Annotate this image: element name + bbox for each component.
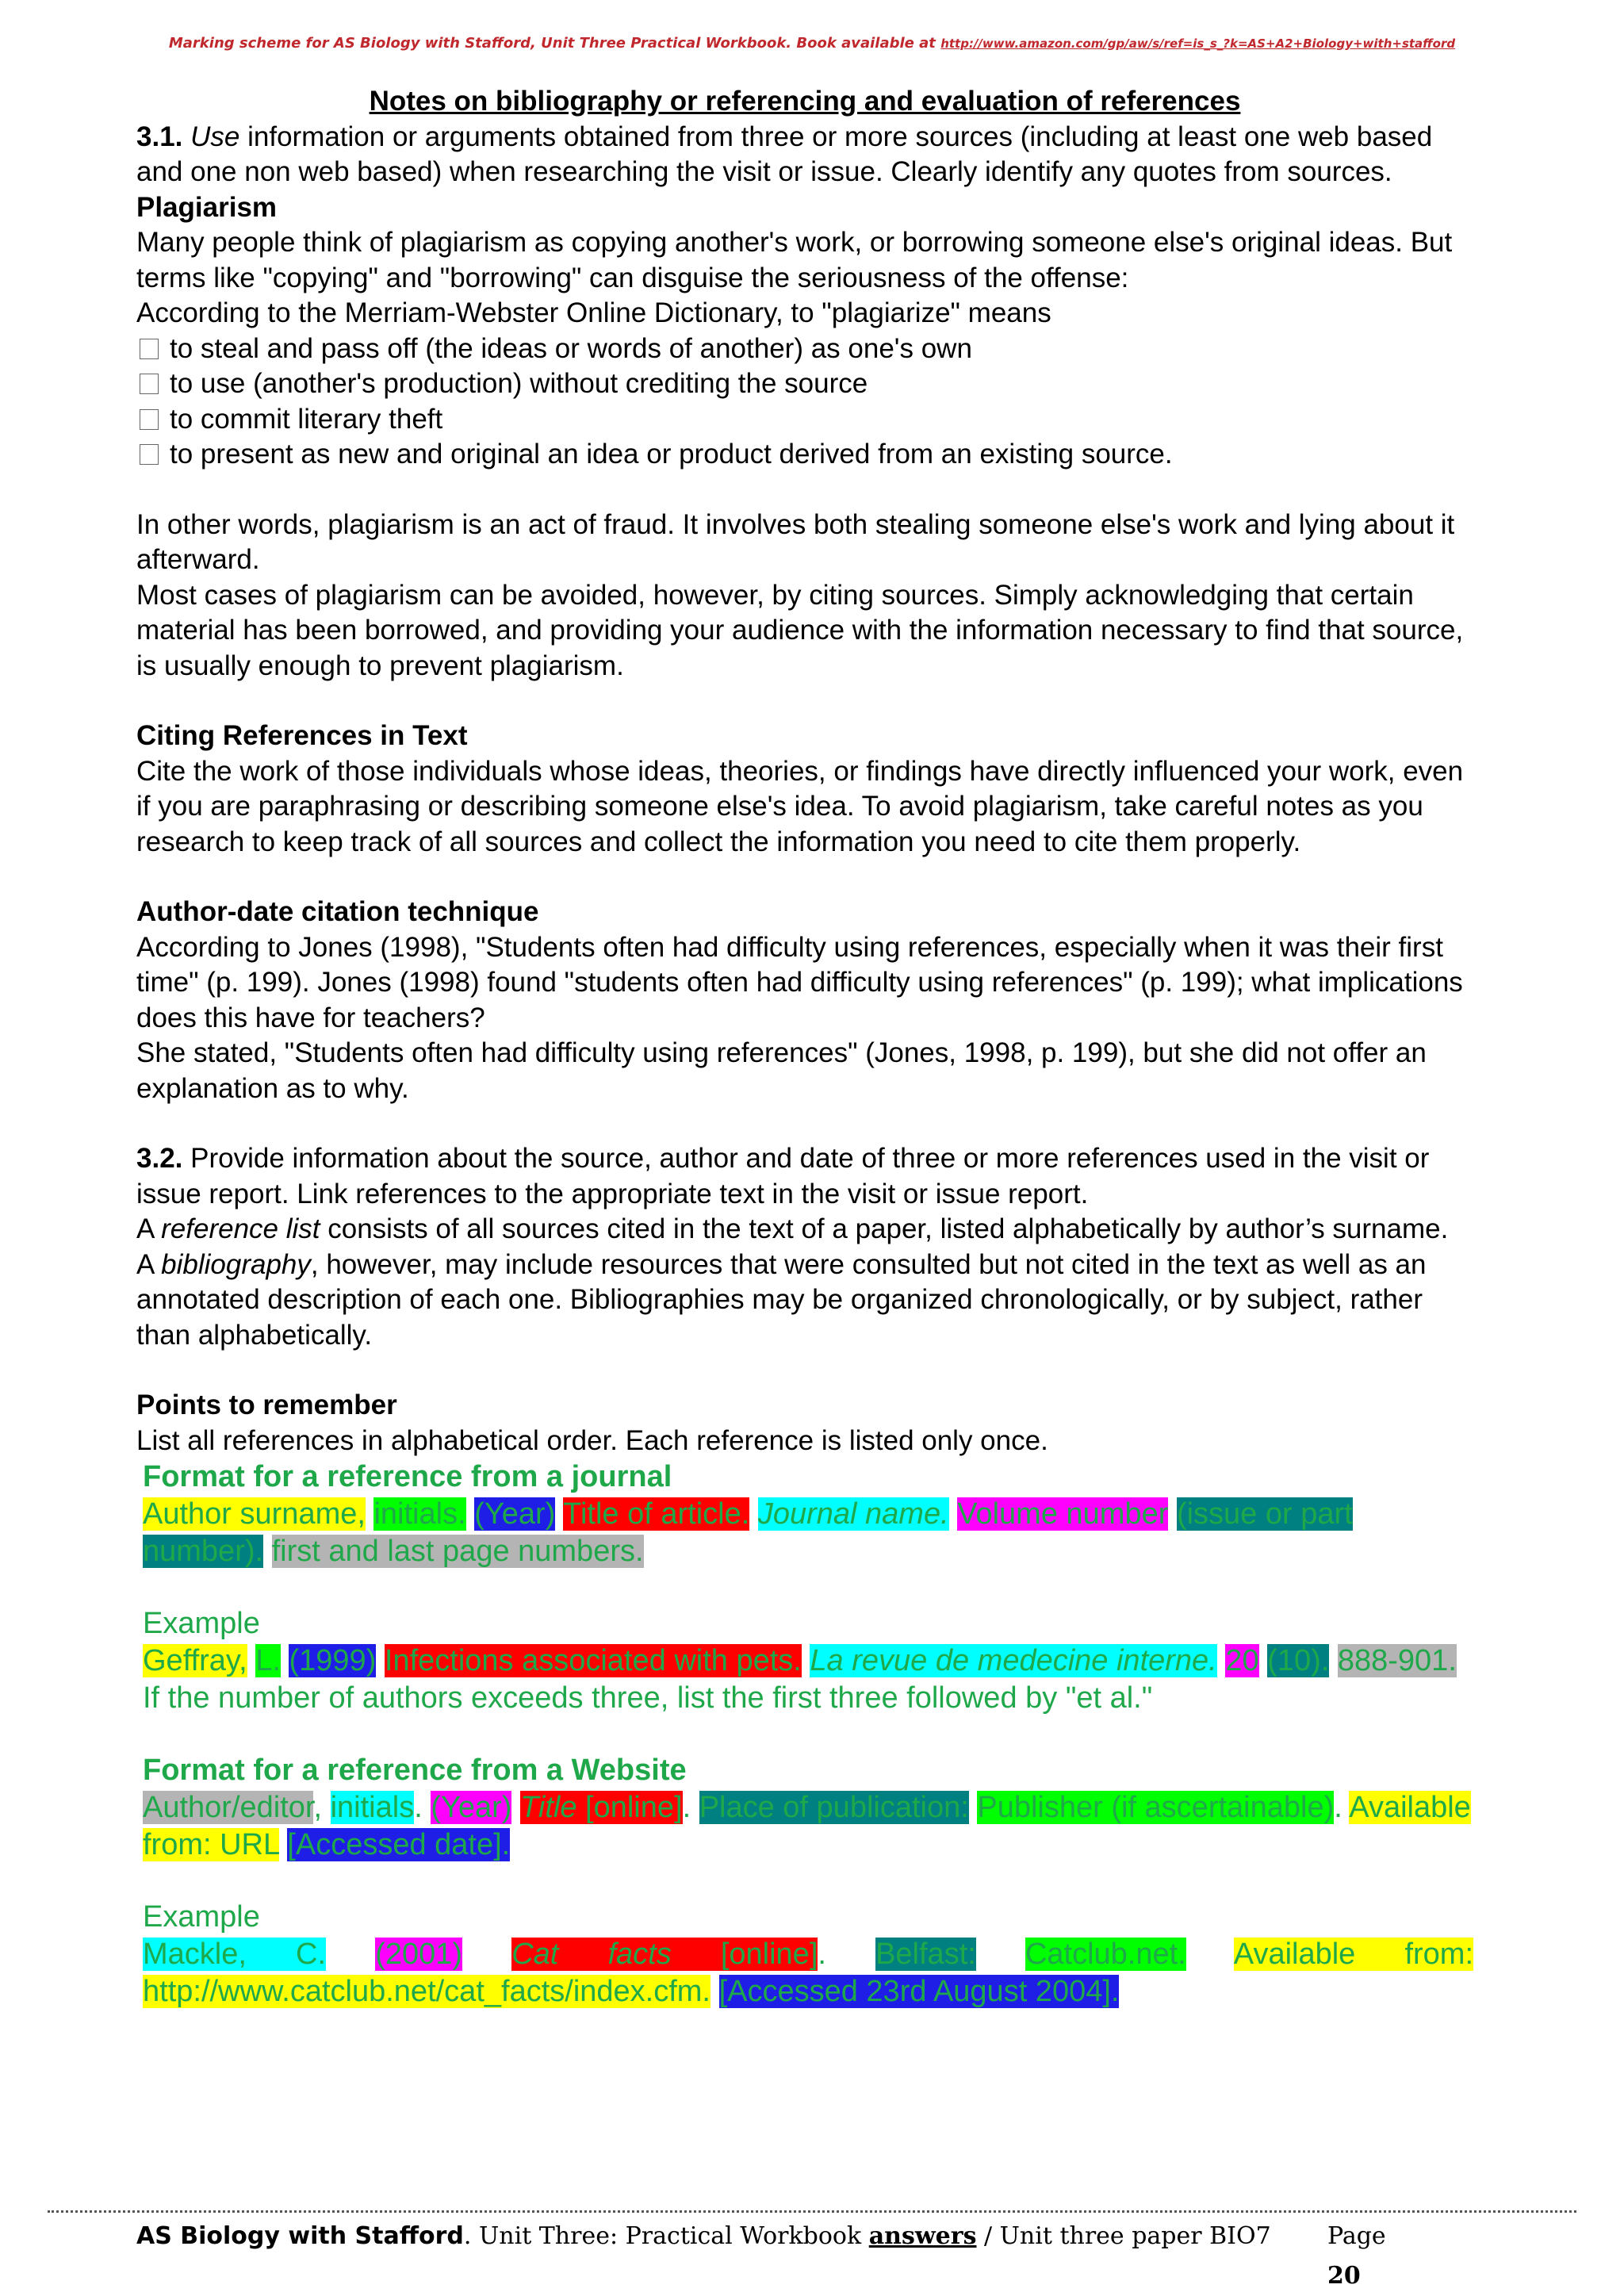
bullet-box-icon [140, 374, 159, 394]
journal-example-label: Example [143, 1607, 260, 1640]
section-3-1 [136, 120, 1473, 190]
spacer [143, 1864, 1473, 1899]
fmt-title: Title of article. [563, 1497, 750, 1531]
journal-example-line [143, 1642, 1473, 1680]
website-example-label: Example [143, 1900, 260, 1934]
reference-list-definition [136, 1212, 1473, 1248]
spacer [136, 473, 1473, 508]
journal-authors-note: If the number of authors exceeds three, list the first three followed by "et al." [143, 1681, 1153, 1715]
ex-pages: 888-901. [1337, 1644, 1457, 1677]
bullet-text: to use (another's production) without crediting the source [170, 368, 868, 399]
text: A [136, 1213, 162, 1244]
website-example-line-2 [143, 1973, 1473, 2010]
header-url-link[interactable]: http://www.amazon.com/gp/aw/s/ref=is_s_?k=AS+A2+Biology+with+stafford [940, 36, 1456, 51]
page-number [1327, 2217, 1421, 2296]
ex-year: (1999) [289, 1644, 377, 1677]
website-example-line: Mackle, C. (2001) Cat facts [online]. Belfast: Catclub.net. Available from: [143, 1938, 1474, 1971]
plagiarism-heading: Plagiarism [136, 191, 278, 223]
fmt-publisher: Publisher (if ascertainable) [977, 1791, 1335, 1824]
fmt-author-editor: Author/editor [143, 1791, 314, 1824]
fmt-volume: Volume number [957, 1497, 1169, 1531]
plagiarism-paragraph-4: Most cases of plagiarism can be avoided, however, by citing sources. Simply acknowledging that certain material has been borrowed, and providing your audience with the information necessary to find that source, is usually enough to prevent plagiarism. [136, 579, 1464, 681]
page-title: Notes on bibliography or referencing and evaluation of references [369, 86, 1241, 117]
spacer [136, 1353, 1473, 1388]
bullet-item [136, 437, 1473, 473]
ex-journal-name: La revue de medecine interne. [810, 1644, 1217, 1677]
section-3-2 [136, 1141, 1473, 1212]
bullet-item [136, 402, 1473, 438]
ex-publisher: Catclub.net. [1025, 1938, 1186, 1971]
ex-author: Mackle, C. [143, 1938, 327, 1971]
bullet-text: to commit literary theft [170, 403, 443, 435]
plagiarism-paragraph-3: In other words, plagiarism is an act of fraud. It involves both stealing someone else's work and lying about it afterward. [136, 508, 1455, 575]
fmt-initials: initials. [373, 1497, 466, 1531]
footer-book-title: AS Biology with Stafford [136, 2222, 464, 2250]
fmt-place: Place of publication: [699, 1791, 969, 1824]
section-3-1-text: information or arguments obtained from three or more sources (including at least one web based and one non web based) when researching the visit or issue. Clearly identify any quotes from sources. [136, 121, 1433, 187]
ex-initials: L. [255, 1644, 281, 1677]
spacer [136, 860, 1473, 895]
spacer [143, 1570, 1473, 1605]
fmt-title [520, 1791, 683, 1824]
fmt-pages: first and last page numbers. [271, 1535, 644, 1568]
spacer [143, 1717, 1473, 1752]
fmt-journal-name: Journal name. [757, 1497, 949, 1531]
fmt-available: Available from: URL [143, 1791, 1471, 1861]
page-number-value: 20 [1327, 2262, 1361, 2290]
fmt-online: [online] [576, 1791, 683, 1824]
points-heading: Points to remember [136, 1389, 397, 1420]
fmt-issue: (issue or part number). [143, 1497, 1353, 1568]
bullet-text: to steal and pass off (the ideas or words of another) as one's own [170, 332, 972, 364]
footer-text: . Unit Three: Practical Workbook [463, 2222, 869, 2250]
section-number: 3.2. [136, 1143, 183, 1174]
fmt-year: (Year) [431, 1791, 512, 1824]
citing-paragraph: Cite the work of those individuals whose ideas, theories, or findings have directly influenced your work, even if you are paraphrasing or describing someone else's idea. To avoid plagiarism, take careful notes as you research to keep track of all sources and collect the information you need to cite them properly. [136, 755, 1464, 857]
page-footer [136, 2217, 1421, 2290]
bullet-text: to present as new and original an idea or product derived from an existing source. [170, 439, 1173, 470]
fmt-initials: initials [330, 1791, 415, 1824]
ex-author: Geffray, [143, 1644, 247, 1677]
ex-available: Available from: [1233, 1938, 1474, 1971]
ex-title [511, 1938, 818, 1971]
header-text: Marking scheme for AS Biology with Stafford, Unit Three Practical Workbook. Book available at [168, 35, 936, 52]
fmt-author: Author surname, [143, 1497, 366, 1531]
main-content [136, 84, 1473, 2010]
ex-volume: 20 [1225, 1644, 1259, 1677]
author-date-paragraph-1: According to Jones (1998), "Students often had difficulty using references, especially when it was their first time" (p. 199). Jones (1998) found "students often had difficulty using references" (p. 199); what implications does this have for teachers? [136, 931, 1463, 1033]
bullet-item [136, 332, 1473, 367]
ex-url: http://www.catclub.net/cat_facts/index.cfm. [143, 1975, 710, 2008]
bibliography-definition [136, 1248, 1473, 1354]
citing-heading: Citing References in Text [136, 720, 468, 751]
use-word: Use [190, 121, 240, 152]
journal-format-block [143, 1458, 1473, 2010]
text: , however, may include resources that were consulted but not cited in the text as well as an annotated description of each one. Bibliographies may be organized chronologically, or by subject, rather than alphabetically. [136, 1248, 1427, 1351]
plagiarism-paragraph-2: According to the Merriam-Webster Online Dictionary, to "plagiarize" means [136, 297, 1051, 328]
points-paragraph: List all references in alphabetical order. Each reference is listed only once. [136, 1424, 1048, 1456]
footer-text: / Unit three paper BIO7 [976, 2222, 1271, 2250]
ex-accessed: [Accessed 23rd August 2004]. [718, 1975, 1120, 2008]
fmt-title-text: Title [520, 1791, 577, 1824]
spacer [136, 1106, 1473, 1141]
text: consists of all sources cited in the text of a paper, listed alphabetically by author’s surname. [320, 1213, 1449, 1244]
website-format-line: Author/editor, initials. (Year) Title [online]. Place of publication: Publisher (if ascertainable). Available from: URL [Accessed date]. [143, 1791, 1471, 1861]
page-header [0, 35, 1624, 52]
ex-title: Infections associated with pets. [384, 1644, 802, 1677]
fmt-year: (Year) [474, 1497, 556, 1531]
term: bibliography [161, 1248, 311, 1280]
bullet-item [136, 366, 1473, 402]
section-3-2-text: Provide information about the source, author and date of three or more references used in the visit or issue report. Link references to the appropriate text in the visit or issue report. [136, 1143, 1430, 1209]
plagiarism-paragraph-1: Many people think of plagiarism as copying another's work, or borrowing someone else's original ideas. But terms like "copying" and "borrowing" can disguise the seriousness of the offense: [136, 227, 1453, 293]
page-label: Page [1327, 2222, 1386, 2250]
footer-answers: answers [868, 2222, 977, 2250]
spacer [136, 684, 1473, 719]
fmt-accessed: [Accessed date]. [287, 1828, 511, 1861]
ex-online: [online] [671, 1938, 818, 1971]
bullet-box-icon [140, 444, 159, 465]
journal-format-title: Format for a reference from a journal [143, 1460, 672, 1493]
website-format-title: Format for a reference from a Website [143, 1754, 687, 1787]
text: A [136, 1248, 162, 1280]
bullet-box-icon [140, 409, 159, 430]
ex-title-text: Cat facts [511, 1938, 672, 1971]
ex-place: Belfast: [875, 1938, 976, 1971]
author-date-heading: Author-date citation technique [136, 896, 539, 927]
bullet-box-icon [140, 339, 159, 359]
author-date-paragraph-2: She stated, "Students often had difficulty using references" (Jones, 1998, p. 199), but she did not offer an explanation as to why. [136, 1037, 1427, 1104]
footer-divider [48, 2210, 1576, 2213]
term: reference list [161, 1213, 320, 1244]
ex-issue: (10). [1267, 1644, 1330, 1677]
journal-format-line [143, 1496, 1473, 1570]
section-number: 3.1. [136, 121, 183, 152]
ex-year: (2001) [375, 1938, 463, 1971]
